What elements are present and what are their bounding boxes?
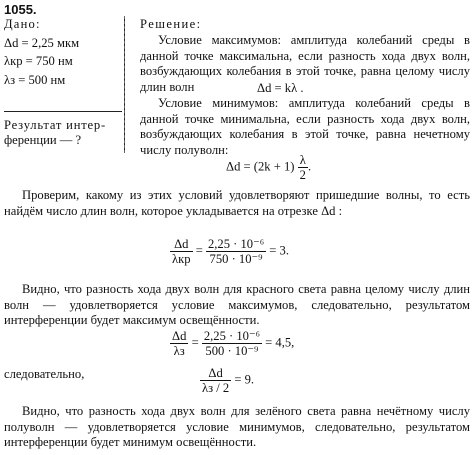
red-num-right: 2,25 · 10⁻⁶ bbox=[207, 237, 265, 251]
green-result: = 4,5, bbox=[265, 335, 295, 350]
red-den-left: λкр bbox=[172, 252, 191, 266]
min-formula-fraction bbox=[298, 153, 308, 182]
green-num-left: Δd bbox=[172, 329, 187, 343]
given-lambda-red: λкр = 750 нм bbox=[4, 54, 73, 69]
find-line-1: Результат интер- bbox=[4, 118, 107, 132]
min-formula: Δd = (2k + 1) $\frac{\lambda}{2}$ . bbox=[226, 153, 312, 182]
red-conclusion-text: Видно, что разность хода двух волн для красного света равна целому числу длин волн — удовлетворяется условие максимумов, следовательно, результатом интерференции будет максимум освещённости. bbox=[4, 282, 470, 328]
red-den-right: 750 · 10⁻⁹ bbox=[209, 252, 263, 266]
given-delta-d: Δd = 2,25 мкм bbox=[4, 35, 80, 50]
solution-title: Решение: bbox=[140, 17, 202, 31]
check-text: Проверим, какому из этих условий удовлетворяют пришедшие волны, то есть найдём число длин волн, которое укладывается на отрезке Δd : bbox=[4, 188, 470, 218]
green-den-right: 500 · 10⁻⁹ bbox=[205, 344, 259, 358]
red-result: = 3. bbox=[269, 243, 289, 258]
green-num-right: 2,25 · 10⁻⁶ bbox=[203, 329, 260, 343]
green-den-left: λз bbox=[173, 344, 185, 358]
min-formula-num: λ bbox=[298, 153, 308, 168]
given-block bbox=[4, 17, 122, 91]
find-block bbox=[4, 118, 124, 148]
min-formula-left: Δd = (2k + 1) bbox=[226, 159, 295, 174]
problem-number: 1055. bbox=[4, 2, 37, 17]
max-condition-text: Условие максимумов: амплитуда колебаний среды в данной точке максимальна, если разность хода двух волн, возбуждающих колебания в этой точке, равна целому числу длин волн bbox=[140, 33, 470, 94]
max-formula: Δd = kλ . bbox=[257, 81, 304, 95]
find-line-2: ференции — ? bbox=[4, 133, 82, 147]
given-divider bbox=[4, 111, 122, 112]
red-formula: $\frac{\Delta d}{\text{λкр}}$ = $\frac{\text{2,25 · 10⁻⁶}}{\text{750 · 10⁻⁹}}$ = 3. bbox=[172, 237, 289, 266]
half-formula bbox=[200, 366, 254, 395]
min-formula-den: 2 bbox=[299, 168, 306, 182]
half-result: = 9. bbox=[234, 372, 255, 387]
given-vertical-divider bbox=[124, 16, 125, 153]
half-den: λз / 2 bbox=[202, 381, 230, 395]
red-num-left: Δd bbox=[170, 237, 193, 252]
half-num: Δd bbox=[200, 366, 231, 381]
green-formula: $\frac{\Delta d}{\lambda з}$ = $\frac{\text{2,25 · 10⁻⁶}}{\text{500 · 10⁻⁹}}$ = 4,5, bbox=[172, 329, 295, 358]
given-lambda-green: λз = 500 нм bbox=[4, 72, 66, 87]
green-conclusion-text: Видно, что разность хода двух волн для зелёного света равна нечётному числу полуволн — удовлетворяется условие минимумов, следовательно, результатом интерференции будет минимум освещённости. bbox=[4, 404, 470, 450]
given-title: Дано: bbox=[4, 17, 41, 31]
min-condition-text: Условие минимумов: амплитуда колебаний среды в данной точке минимальна, если разность хода двух волн, возбуждающих колебания в этой точке, равна нечетному числу полуволн: bbox=[140, 96, 470, 157]
consequently-text: следовательно, bbox=[4, 367, 85, 381]
